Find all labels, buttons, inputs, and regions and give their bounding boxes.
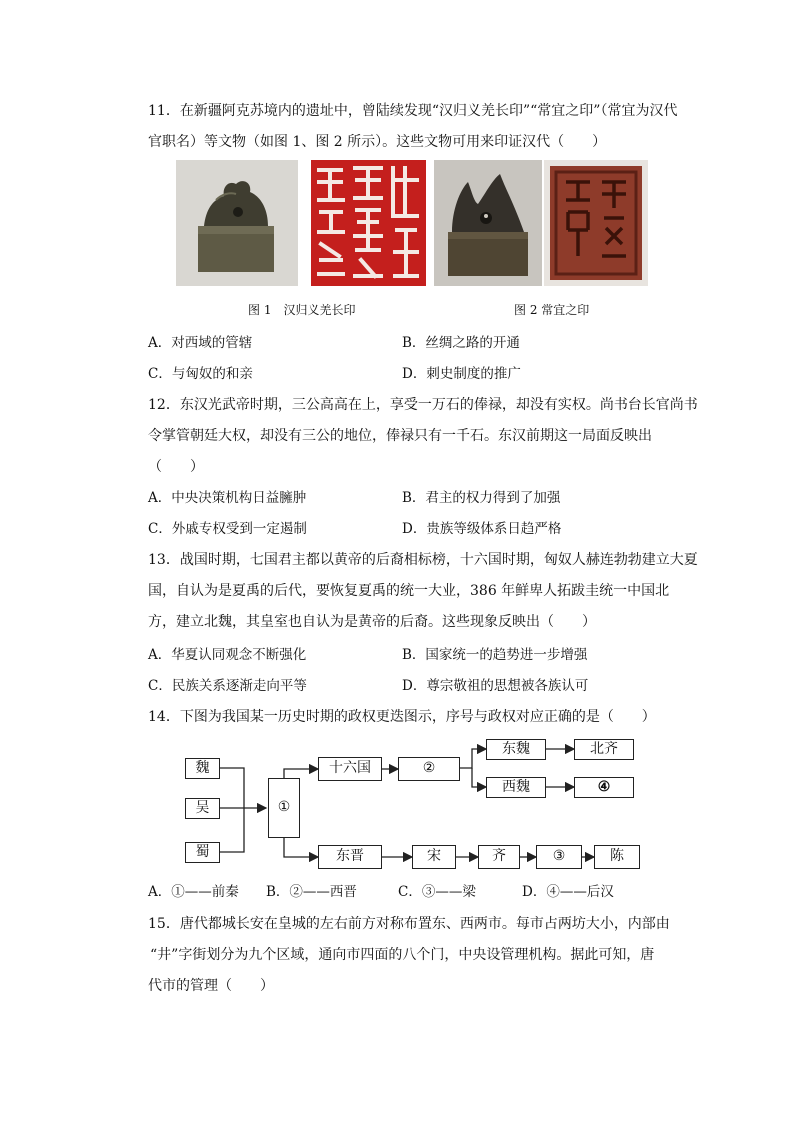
q12-option-a[interactable]: A．中央决策机构日益臃肿 — [148, 490, 307, 506]
q13-option-b[interactable]: B．国家统一的趋势进一步增强 — [402, 647, 588, 663]
diagram-box-shiliuguo: 十六国 — [318, 757, 382, 781]
q12-option-b[interactable]: B．君主的权力得到了加强 — [402, 490, 561, 506]
q13-line2: 国，自认为是夏禹的后代，要恢复夏禹的统一大业，386 年鲜卑人拓跋圭统一中国北 — [148, 583, 670, 599]
q11-option-b[interactable]: B．丝绸之路的开通 — [402, 335, 520, 351]
q14-option-d[interactable]: D．④——后汉 — [522, 884, 614, 900]
diagram-box-dongjin: 东晋 — [318, 845, 382, 869]
q14-option-a[interactable]: A．①——前秦 — [148, 884, 239, 900]
q11-option-d[interactable]: D．刺史制度的推广 — [402, 366, 521, 382]
q15-line2: “井”字街划分为九个区域，通向市四面的八个门，中央设管理机构。据此可知，唐 — [150, 947, 655, 963]
diagram-box-song: 宋 — [412, 845, 456, 869]
diagram-box-wu: 吴 — [185, 798, 220, 819]
diagram-box-2: ② — [398, 757, 460, 781]
diagram-box-3: ③ — [536, 845, 582, 869]
diagram-box-4: ④ — [574, 777, 634, 798]
q13-option-c[interactable]: C．民族关系逐渐走向平等 — [148, 678, 307, 694]
q12-line3: （ ） — [148, 459, 204, 475]
q11-line2: 官职名）等文物（如图 1、图 2 所示）。这些文物可用来印证汉代（ ） — [148, 134, 607, 150]
q12-option-c[interactable]: C．外戚专权受到一定遏制 — [148, 521, 307, 537]
q13-option-d[interactable]: D．尊宗敬祖的思想被各族认可 — [402, 678, 589, 694]
diagram-box-1: ① — [268, 778, 300, 838]
fig1-caption: 图 1 汉归义羌长印 — [248, 303, 356, 317]
q14-line1: 14．下图为我国某一历史时期的政权更迭图示，序号与政权对应正确的是（ ） — [148, 709, 656, 725]
diagram-box-wei: 魏 — [185, 758, 220, 779]
fig2-caption: 图 2 常宜之印 — [514, 303, 590, 317]
q13-line3: 方，建立北魏，其皇室也自认为是黄帝的后裔。这些现象反映出（ ） — [148, 614, 596, 630]
diagram-box-chen: 陈 — [594, 845, 640, 869]
q11-option-c[interactable]: C．与匈奴的和亲 — [148, 366, 253, 382]
q14-option-c[interactable]: C．③——梁 — [398, 884, 476, 900]
diagram-box-xiwei: 西魏 — [486, 777, 546, 798]
q12-line2: 令掌管朝廷大权，却没有三公的地位，俸禄只有一千石。东汉前期这一局面反映出 — [148, 428, 652, 444]
q12-option-d[interactable]: D．贵族等级体系日趋严格 — [402, 521, 562, 537]
q13-option-a[interactable]: A．华夏认同观念不断强化 — [148, 647, 307, 663]
q11-line1: 11．在新疆阿克苏境内的遗址中，曾陆续发现“汉归义羌长印”“常宜之印”（常宜为汉代 — [148, 103, 678, 119]
q11-option-a[interactable]: A．对西域的管辖 — [148, 335, 253, 351]
q13-line1: 13．战国时期，七国君主都以黄帝的后裔相标榜，十六国时期，匈奴人赫连勃勃建立大夏 — [148, 552, 698, 568]
diagram-box-dongwei: 东魏 — [486, 739, 546, 760]
diagram-box-beiqi: 北齐 — [574, 739, 634, 760]
q14-option-b[interactable]: B．②——西晋 — [266, 884, 357, 900]
diagram-box-qi: 齐 — [478, 845, 520, 869]
q15-line3: 代市的管理（ ） — [148, 978, 274, 994]
q12-line1: 12．东汉光武帝时期，三公高高在上，享受一万石的俸禄，却没有实权。尚书台长官尚书 — [148, 397, 698, 413]
q15-line1: 15．唐代都城长安在皇城的左右前方对称布置东、西两市。每市占两坊大小，内部由 — [148, 916, 670, 932]
diagram-box-shu: 蜀 — [185, 842, 220, 863]
